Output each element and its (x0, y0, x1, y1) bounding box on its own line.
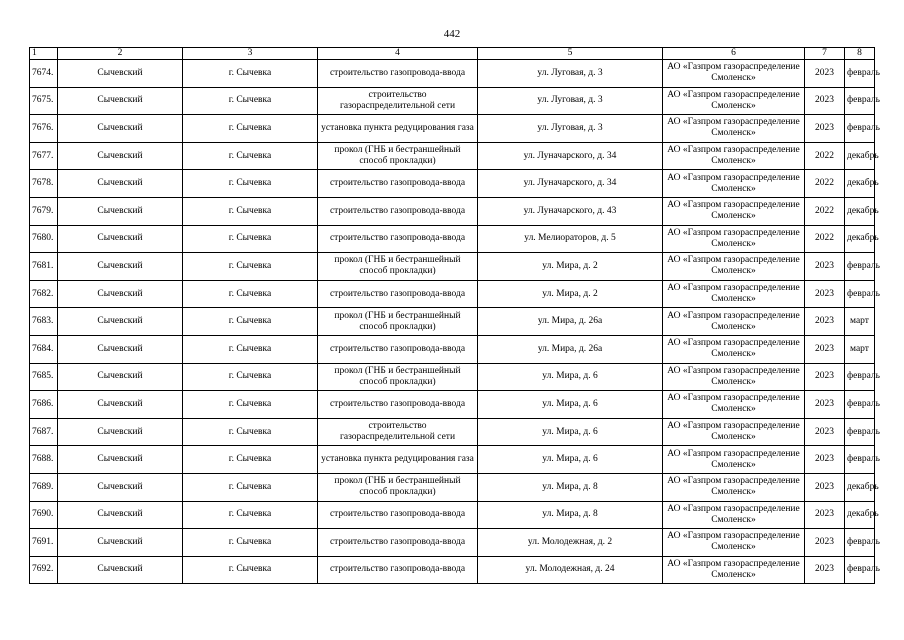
address-cell: ул. Мира, д. 26а (478, 335, 663, 363)
district-cell: Сычевский (58, 142, 183, 170)
month-cell: февраль (845, 363, 875, 391)
work-type-cell: прокол (ГНБ и бестраншейный способ прокладки) (318, 308, 478, 336)
organization-cell: АО «Газпром газораспределение Смоленск» (663, 60, 805, 88)
month-cell: декабрь (845, 170, 875, 198)
month-cell: декабрь (845, 197, 875, 225)
year-cell: 2023 (805, 556, 845, 584)
row-number-cell: 7677. (30, 142, 58, 170)
column-header: 2 (58, 48, 183, 60)
year-cell: 2023 (805, 280, 845, 308)
month-cell: февраль (845, 280, 875, 308)
row-number-cell: 7675. (30, 87, 58, 115)
table-row (30, 60, 875, 88)
settlement-cell: г. Сычевка (183, 391, 318, 419)
district-cell: Сычевский (58, 446, 183, 474)
work-type-cell: строительство газопровода-ввода (318, 335, 478, 363)
year-cell: 2022 (805, 197, 845, 225)
month-cell: февраль (845, 529, 875, 557)
address-cell: ул. Луговая, д. 3 (478, 87, 663, 115)
year-cell: 2023 (805, 529, 845, 557)
table-row (30, 253, 875, 281)
month-cell: февраль (845, 391, 875, 419)
district-cell: Сычевский (58, 60, 183, 88)
table-row (30, 501, 875, 529)
address-cell: ул. Мира, д. 26а (478, 308, 663, 336)
work-type-cell: строительство газопровода-ввода (318, 225, 478, 253)
year-cell: 2023 (805, 60, 845, 88)
month-cell: март (845, 308, 875, 336)
organization-cell: АО «Газпром газораспределение Смоленск» (663, 142, 805, 170)
column-header: 3 (183, 48, 318, 60)
table-row (30, 391, 875, 419)
row-number-cell: 7674. (30, 60, 58, 88)
row-number-cell: 7688. (30, 446, 58, 474)
work-type-cell: установка пункта редуцирования газа (318, 446, 478, 474)
address-cell: ул. Молодежная, д. 24 (478, 556, 663, 584)
address-cell: ул. Мелиораторов, д. 5 (478, 225, 663, 253)
year-cell: 2023 (805, 253, 845, 281)
month-cell: февраль (845, 87, 875, 115)
district-cell: Сычевский (58, 335, 183, 363)
work-type-cell: строительство газопровода-ввода (318, 60, 478, 88)
organization-cell: АО «Газпром газораспределение Смоленск» (663, 501, 805, 529)
row-number-cell: 7689. (30, 473, 58, 501)
row-number-cell: 7682. (30, 280, 58, 308)
table-row (30, 335, 875, 363)
month-cell: февраль (845, 60, 875, 88)
row-number-cell: 7684. (30, 335, 58, 363)
work-type-cell: строительство газопровода-ввода (318, 280, 478, 308)
settlement-cell: г. Сычевка (183, 142, 318, 170)
organization-cell: АО «Газпром газораспределение Смоленск» (663, 473, 805, 501)
column-header: 5 (478, 48, 663, 60)
work-type-cell: прокол (ГНБ и бестраншейный способ прокладки) (318, 473, 478, 501)
column-header: 8 (845, 48, 875, 60)
organization-cell: АО «Газпром газораспределение Смоленск» (663, 391, 805, 419)
row-number-cell: 7690. (30, 501, 58, 529)
settlement-cell: г. Сычевка (183, 253, 318, 281)
table-row (30, 556, 875, 584)
table-row (30, 473, 875, 501)
settlement-cell: г. Сычевка (183, 60, 318, 88)
row-number-cell: 7685. (30, 363, 58, 391)
district-cell: Сычевский (58, 197, 183, 225)
district-cell: Сычевский (58, 418, 183, 446)
address-cell: ул. Мира, д. 8 (478, 473, 663, 501)
address-cell: ул. Мира, д. 8 (478, 501, 663, 529)
address-cell: ул. Луначарского, д. 43 (478, 197, 663, 225)
registry-table (29, 47, 880, 584)
table-row (30, 418, 875, 446)
table-row (30, 170, 875, 198)
row-number-cell: 7686. (30, 391, 58, 419)
district-cell: Сычевский (58, 308, 183, 336)
table-row (30, 142, 875, 170)
address-cell: ул. Мира, д. 6 (478, 391, 663, 419)
work-type-cell: прокол (ГНБ и бестраншейный способ прокладки) (318, 363, 478, 391)
work-type-cell: строительство газопровода-ввода (318, 170, 478, 198)
district-cell: Сычевский (58, 391, 183, 419)
organization-cell: АО «Газпром газораспределение Смоленск» (663, 170, 805, 198)
header-row (30, 48, 875, 60)
organization-cell: АО «Газпром газораспределение Смоленск» (663, 529, 805, 557)
year-cell: 2022 (805, 225, 845, 253)
address-cell: ул. Мира, д. 6 (478, 418, 663, 446)
settlement-cell: г. Сычевка (183, 115, 318, 143)
district-cell: Сычевский (58, 556, 183, 584)
work-type-cell: строительство газораспределительной сети (318, 418, 478, 446)
table-row (30, 280, 875, 308)
settlement-cell: г. Сычевка (183, 418, 318, 446)
district-cell: Сычевский (58, 115, 183, 143)
year-cell: 2023 (805, 473, 845, 501)
month-cell: февраль (845, 418, 875, 446)
row-number-cell: 7676. (30, 115, 58, 143)
settlement-cell: г. Сычевка (183, 87, 318, 115)
table-row (30, 225, 875, 253)
district-cell: Сычевский (58, 473, 183, 501)
work-type-cell: строительство газопровода-ввода (318, 197, 478, 225)
settlement-cell: г. Сычевка (183, 501, 318, 529)
work-type-cell: строительство газопровода-ввода (318, 501, 478, 529)
organization-cell: АО «Газпром газораспределение Смоленск» (663, 280, 805, 308)
row-number-cell: 7687. (30, 418, 58, 446)
organization-cell: АО «Газпром газораспределение Смоленск» (663, 418, 805, 446)
address-cell: ул. Молодежная, д. 2 (478, 529, 663, 557)
year-cell: 2023 (805, 418, 845, 446)
month-cell: декабрь (845, 473, 875, 501)
row-number-cell: 7692. (30, 556, 58, 584)
year-cell: 2023 (805, 87, 845, 115)
settlement-cell: г. Сычевка (183, 170, 318, 198)
column-header: 1 (30, 48, 58, 60)
year-cell: 2022 (805, 142, 845, 170)
year-cell: 2023 (805, 335, 845, 363)
district-cell: Сычевский (58, 253, 183, 281)
month-cell: декабрь (845, 501, 875, 529)
address-cell: ул. Мира, д. 2 (478, 253, 663, 281)
address-cell: ул. Луговая, д. 3 (478, 60, 663, 88)
month-cell: декабрь (845, 225, 875, 253)
address-cell: ул. Мира, д. 6 (478, 363, 663, 391)
work-type-cell: прокол (ГНБ и бестраншейный способ прокладки) (318, 142, 478, 170)
year-cell: 2023 (805, 501, 845, 529)
settlement-cell: г. Сычевка (183, 225, 318, 253)
table-row (30, 308, 875, 336)
settlement-cell: г. Сычевка (183, 529, 318, 557)
column-header: 7 (805, 48, 845, 60)
year-cell: 2023 (805, 391, 845, 419)
address-cell: ул. Луначарского, д. 34 (478, 142, 663, 170)
district-cell: Сычевский (58, 363, 183, 391)
organization-cell: АО «Газпром газораспределение Смоленск» (663, 556, 805, 584)
settlement-cell: г. Сычевка (183, 197, 318, 225)
column-header: 6 (663, 48, 805, 60)
district-cell: Сычевский (58, 87, 183, 115)
settlement-cell: г. Сычевка (183, 446, 318, 474)
row-number-cell: 7678. (30, 170, 58, 198)
year-cell: 2022 (805, 170, 845, 198)
row-number-cell: 7680. (30, 225, 58, 253)
row-number-cell: 7683. (30, 308, 58, 336)
table-row (30, 197, 875, 225)
table-row (30, 87, 875, 115)
district-cell: Сычевский (58, 225, 183, 253)
month-cell: февраль (845, 253, 875, 281)
settlement-cell: г. Сычевка (183, 308, 318, 336)
table-body (30, 60, 880, 584)
year-cell: 2023 (805, 115, 845, 143)
page-number: 442 (443, 28, 461, 40)
organization-cell: АО «Газпром газораспределение Смоленск» (663, 308, 805, 336)
month-cell: февраль (845, 556, 875, 584)
year-cell: 2023 (805, 363, 845, 391)
district-cell: Сычевский (58, 280, 183, 308)
row-number-cell: 7679. (30, 197, 58, 225)
month-cell: март (845, 335, 875, 363)
year-cell: 2023 (805, 308, 845, 336)
settlement-cell: г. Сычевка (183, 280, 318, 308)
organization-cell: АО «Газпром газораспределение Смоленск» (663, 253, 805, 281)
row-number-cell: 7681. (30, 253, 58, 281)
work-type-cell: строительство газопровода-ввода (318, 391, 478, 419)
address-cell: ул. Мира, д. 6 (478, 446, 663, 474)
organization-cell: АО «Газпром газораспределение Смоленск» (663, 225, 805, 253)
work-type-cell: строительство газопровода-ввода (318, 556, 478, 584)
organization-cell: АО «Газпром газораспределение Смоленск» (663, 363, 805, 391)
district-cell: Сычевский (58, 529, 183, 557)
settlement-cell: г. Сычевка (183, 363, 318, 391)
work-type-cell: установка пункта редуцирования газа (318, 115, 478, 143)
address-cell: ул. Луначарского, д. 34 (478, 170, 663, 198)
organization-cell: АО «Газпром газораспределение Смоленск» (663, 446, 805, 474)
address-cell: ул. Мира, д. 2 (478, 280, 663, 308)
column-header: 4 (318, 48, 478, 60)
year-cell: 2023 (805, 446, 845, 474)
organization-cell: АО «Газпром газораспределение Смоленск» (663, 115, 805, 143)
table-row (30, 363, 875, 391)
organization-cell: АО «Газпром газораспределение Смоленск» (663, 197, 805, 225)
settlement-cell: г. Сычевка (183, 335, 318, 363)
district-cell: Сычевский (58, 170, 183, 198)
settlement-cell: г. Сычевка (183, 556, 318, 584)
settlement-cell: г. Сычевка (183, 473, 318, 501)
organization-cell: АО «Газпром газораспределение Смоленск» (663, 335, 805, 363)
work-type-cell: прокол (ГНБ и бестраншейный способ прокладки) (318, 253, 478, 281)
district-cell: Сычевский (58, 501, 183, 529)
table-row (30, 446, 875, 474)
table-row (30, 115, 875, 143)
row-number-cell: 7691. (30, 529, 58, 557)
month-cell: февраль (845, 115, 875, 143)
organization-cell: АО «Газпром газораспределение Смоленск» (663, 87, 805, 115)
work-type-cell: строительство газопровода-ввода (318, 529, 478, 557)
table-row (30, 529, 875, 557)
address-cell: ул. Луговая, д. 3 (478, 115, 663, 143)
month-cell: декабрь (845, 142, 875, 170)
work-type-cell: строительство газораспределительной сети (318, 87, 478, 115)
month-cell: февраль (845, 446, 875, 474)
